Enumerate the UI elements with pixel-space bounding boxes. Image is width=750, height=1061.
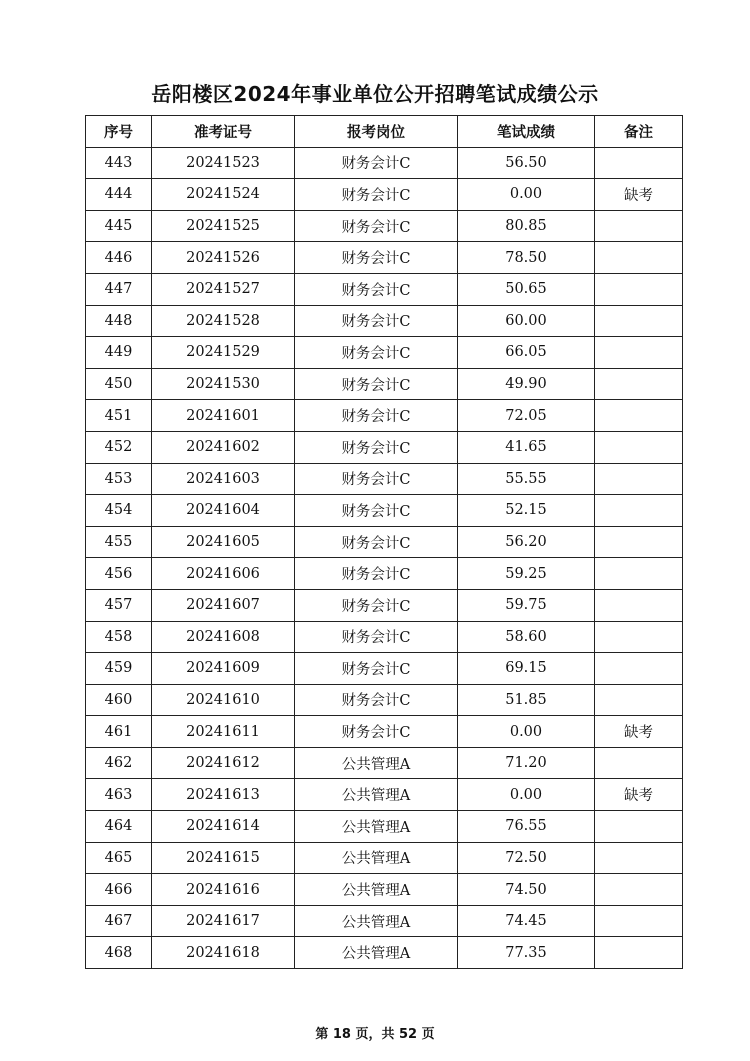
cell-position: 财务会计C xyxy=(295,368,458,400)
cell-ticket-number: 20241601 xyxy=(152,400,295,432)
cell-position: 财务会计C xyxy=(295,589,458,621)
cell-remarks xyxy=(595,242,683,274)
cell-position: 财务会计C xyxy=(295,337,458,369)
page-title: 岳阳楼区2024年事业单位公开招聘笔试成绩公示 xyxy=(151,82,599,106)
table-row xyxy=(86,526,683,558)
cell-score: 0.00 xyxy=(458,779,595,811)
cell-index: 454 xyxy=(86,495,152,527)
cell-index: 464 xyxy=(86,811,152,843)
cell-score: 59.75 xyxy=(458,589,595,621)
cell-score: 66.05 xyxy=(458,337,595,369)
table-row xyxy=(86,716,683,748)
page-footer: 第 18 页，共 52 页 xyxy=(315,1027,435,1042)
cell-remarks: 缺考 xyxy=(595,179,683,211)
cell-remarks xyxy=(595,495,683,527)
cell-remarks xyxy=(595,368,683,400)
cell-score: 56.20 xyxy=(458,526,595,558)
cell-index: 443 xyxy=(86,147,152,179)
cell-ticket-number: 20241611 xyxy=(152,716,295,748)
cell-index: 448 xyxy=(86,305,152,337)
table-row xyxy=(86,874,683,906)
cell-index: 453 xyxy=(86,463,152,495)
cell-position: 财务会计C xyxy=(295,653,458,685)
cell-position: 财务会计C xyxy=(295,558,458,590)
cell-index: 446 xyxy=(86,242,152,274)
cell-position: 财务会计C xyxy=(295,273,458,305)
cell-index: 465 xyxy=(86,842,152,874)
cell-position: 公共管理A xyxy=(295,937,458,969)
cell-score: 76.55 xyxy=(458,811,595,843)
cell-ticket-number: 20241527 xyxy=(152,273,295,305)
cell-position: 财务会计C xyxy=(295,242,458,274)
cell-position: 公共管理A xyxy=(295,811,458,843)
cell-ticket-number: 20241614 xyxy=(152,811,295,843)
cell-index: 455 xyxy=(86,526,152,558)
cell-position: 公共管理A xyxy=(295,905,458,937)
cell-position: 财务会计C xyxy=(295,495,458,527)
cell-position: 公共管理A xyxy=(295,779,458,811)
table-row xyxy=(86,400,683,432)
cell-position: 财务会计C xyxy=(295,431,458,463)
cell-index: 461 xyxy=(86,716,152,748)
cell-score: 41.65 xyxy=(458,431,595,463)
cell-score: 49.90 xyxy=(458,368,595,400)
cell-position: 财务会计C xyxy=(295,716,458,748)
cell-remarks xyxy=(595,305,683,337)
cell-index: 450 xyxy=(86,368,152,400)
cell-ticket-number: 20241612 xyxy=(152,747,295,779)
cell-remarks xyxy=(595,526,683,558)
cell-ticket-number: 20241526 xyxy=(152,242,295,274)
cell-position: 公共管理A xyxy=(295,874,458,906)
cell-index: 456 xyxy=(86,558,152,590)
cell-ticket-number: 20241530 xyxy=(152,368,295,400)
cell-remarks xyxy=(595,653,683,685)
cell-score: 60.00 xyxy=(458,305,595,337)
cell-ticket-number: 20241525 xyxy=(152,210,295,242)
cell-ticket-number: 20241606 xyxy=(152,558,295,590)
table-row xyxy=(86,937,683,969)
cell-position: 财务会计C xyxy=(295,147,458,179)
cell-remarks xyxy=(595,811,683,843)
table-row xyxy=(86,558,683,590)
cell-position: 公共管理A xyxy=(295,747,458,779)
cell-index: 452 xyxy=(86,431,152,463)
table-row xyxy=(86,179,683,211)
cell-ticket-number: 20241613 xyxy=(152,779,295,811)
cell-ticket-number: 20241615 xyxy=(152,842,295,874)
cell-remarks: 缺考 xyxy=(595,779,683,811)
cell-ticket-number: 20241603 xyxy=(152,463,295,495)
table-row xyxy=(86,495,683,527)
cell-score: 69.15 xyxy=(458,653,595,685)
cell-index: 459 xyxy=(86,653,152,685)
cell-remarks xyxy=(595,589,683,621)
cell-index: 457 xyxy=(86,589,152,621)
cell-remarks xyxy=(595,747,683,779)
cell-position: 财务会计C xyxy=(295,526,458,558)
cell-index: 467 xyxy=(86,905,152,937)
cell-score: 72.05 xyxy=(458,400,595,432)
cell-remarks xyxy=(595,621,683,653)
cell-ticket-number: 20241616 xyxy=(152,874,295,906)
table-row xyxy=(86,684,683,716)
cell-score: 80.85 xyxy=(458,210,595,242)
cell-remarks xyxy=(595,337,683,369)
cell-remarks xyxy=(595,431,683,463)
header-score: 笔试成绩 xyxy=(458,116,595,148)
header-index: 序号 xyxy=(86,116,152,148)
table-row xyxy=(86,273,683,305)
cell-remarks xyxy=(595,937,683,969)
cell-remarks xyxy=(595,400,683,432)
table-row xyxy=(86,653,683,685)
cell-position: 财务会计C xyxy=(295,684,458,716)
cell-index: 460 xyxy=(86,684,152,716)
cell-remarks xyxy=(595,210,683,242)
cell-ticket-number: 20241618 xyxy=(152,937,295,969)
table-row xyxy=(86,811,683,843)
cell-index: 445 xyxy=(86,210,152,242)
table-row xyxy=(86,210,683,242)
table-row xyxy=(86,589,683,621)
cell-ticket-number: 20241529 xyxy=(152,337,295,369)
cell-score: 77.35 xyxy=(458,937,595,969)
cell-position: 财务会计C xyxy=(295,621,458,653)
cell-index: 458 xyxy=(86,621,152,653)
header-ticket-number: 准考证号 xyxy=(152,116,295,148)
cell-ticket-number: 20241608 xyxy=(152,621,295,653)
cell-ticket-number: 20241602 xyxy=(152,431,295,463)
cell-remarks: 缺考 xyxy=(595,716,683,748)
cell-index: 463 xyxy=(86,779,152,811)
cell-index: 468 xyxy=(86,937,152,969)
table-row xyxy=(86,305,683,337)
table-row xyxy=(86,747,683,779)
cell-score: 78.50 xyxy=(458,242,595,274)
table-row xyxy=(86,842,683,874)
cell-position: 财务会计C xyxy=(295,210,458,242)
cell-ticket-number: 20241528 xyxy=(152,305,295,337)
cell-score: 52.15 xyxy=(458,495,595,527)
cell-score: 74.50 xyxy=(458,874,595,906)
cell-score: 58.60 xyxy=(458,621,595,653)
cell-ticket-number: 20241617 xyxy=(152,905,295,937)
cell-ticket-number: 20241523 xyxy=(152,147,295,179)
cell-remarks xyxy=(595,684,683,716)
cell-position: 财务会计C xyxy=(295,463,458,495)
header-remarks: 备注 xyxy=(595,116,683,148)
cell-score: 55.55 xyxy=(458,463,595,495)
cell-ticket-number: 20241605 xyxy=(152,526,295,558)
cell-index: 447 xyxy=(86,273,152,305)
cell-score: 59.25 xyxy=(458,558,595,590)
cell-position: 公共管理A xyxy=(295,842,458,874)
cell-index: 451 xyxy=(86,400,152,432)
cell-remarks xyxy=(595,147,683,179)
table-row xyxy=(86,147,683,179)
cell-score: 74.45 xyxy=(458,905,595,937)
cell-score: 56.50 xyxy=(458,147,595,179)
table-body xyxy=(86,147,683,968)
cell-score: 50.65 xyxy=(458,273,595,305)
table-header-row xyxy=(86,116,683,148)
scores-table xyxy=(85,115,683,969)
cell-remarks xyxy=(595,905,683,937)
cell-ticket-number: 20241607 xyxy=(152,589,295,621)
cell-score: 0.00 xyxy=(458,179,595,211)
table-row xyxy=(86,242,683,274)
cell-remarks xyxy=(595,558,683,590)
cell-remarks xyxy=(595,463,683,495)
cell-position: 财务会计C xyxy=(295,305,458,337)
cell-index: 449 xyxy=(86,337,152,369)
cell-ticket-number: 20241524 xyxy=(152,179,295,211)
table-row xyxy=(86,779,683,811)
header-position: 报考岗位 xyxy=(295,116,458,148)
cell-ticket-number: 20241610 xyxy=(152,684,295,716)
table-row xyxy=(86,431,683,463)
table-row xyxy=(86,463,683,495)
table-row xyxy=(86,337,683,369)
cell-position: 财务会计C xyxy=(295,400,458,432)
table-row xyxy=(86,368,683,400)
cell-score: 72.50 xyxy=(458,842,595,874)
cell-index: 466 xyxy=(86,874,152,906)
cell-remarks xyxy=(595,273,683,305)
cell-remarks xyxy=(595,874,683,906)
cell-score: 0.00 xyxy=(458,716,595,748)
cell-remarks xyxy=(595,842,683,874)
cell-position: 财务会计C xyxy=(295,179,458,211)
cell-index: 444 xyxy=(86,179,152,211)
cell-index: 462 xyxy=(86,747,152,779)
table-row xyxy=(86,621,683,653)
cell-score: 71.20 xyxy=(458,747,595,779)
table-row xyxy=(86,905,683,937)
cell-score: 51.85 xyxy=(458,684,595,716)
cell-ticket-number: 20241609 xyxy=(152,653,295,685)
cell-ticket-number: 20241604 xyxy=(152,495,295,527)
